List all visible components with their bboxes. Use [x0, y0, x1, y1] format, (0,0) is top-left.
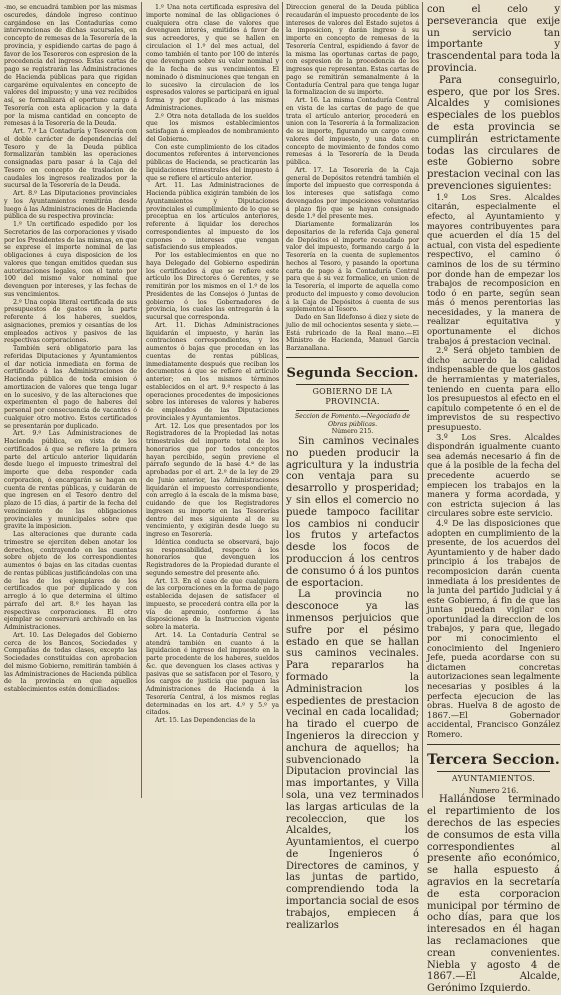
paragraph: Dado en San Ildefonso á diez y siete de julio de mil ochocientos sesenta y siete.—Está rubricado de la Real mano.—El Ministro de Hacienda, Manuel García Barzanallana.	[286, 314, 419, 352]
paragraph: 2.º Será objeto tambien de dicho acuerdo la calidad indispensable de que los gastos de herramientas y materiales, teniendo en cuenta para ello los presupuestos al efecto en el capítulo competente ó en el de imprevistos de su respectivo presupuesto.	[427, 345, 560, 432]
column-rule	[282, 2, 283, 798]
paragraph: Art. 13. En el caso de que cualquiera de las corporaciones en la forma de pago establecida dejasen de satisfacer el impuesto, se procederá contra ella por la vía de apremio, conforme á las disposiciones de la Instruccion vigente sobre la materia.	[146, 577, 279, 631]
section-subtitle: GOBIERNO DE LA PROVINCIA.	[312, 386, 393, 406]
paragraph: Diariamente formalizarán los depositarios de la referida Caja general de Depósitos el importe recaudado por valor del impuesto, formando cargo á la Tesorería en la cuenta de suplementos hechos al Tesoro, y pasando la oportuna carta de pago á la Contaduría Central para que á su vez formalice, en union de la Tesorería, el importe de aquella como producto del impuesto y como devolucion á la Caja de Depósitos á cuenta de sus suplementos al Tesoro.	[286, 221, 419, 314]
paragraph: 2.º Otra nota detallada de los sueldos que los mismos establecimientos satisfagan á empleados de nombramiento del Gobierno.	[146, 112, 279, 143]
paragraph: Art. 11. Las Administraciones de Hacienda pública exigirán también de los Ayuntamientos y Diputaciones provinciales el cumplimiento de lo que se preceptua en los artículos anteriores, referente á liquidar los derechos correspondientes al impuesto de los cupones o intereses que vengan satisfaciendo sus empleados.	[146, 182, 279, 252]
paragraph: -mo, se encuadrá tambien por las mismas oscuredes, dándole ingreso continuo cargándose en las Contadurías como intervencionas de dichas sucursales, en concepto de remesas de la Tesorería de la provincia, y espidiendo cartas de pago á favor de los Tesoreros con espresion de la procedencia del ingreso. Estas cartas de pago se registrarán las Administraciones de Hacienda públicas para que rigidan cargaréme equivalentes en concepto de valores del impuesto; y una vez recibidos así, se formalizará el oportuno cargo á Tesorería con esta aplicacion y la data por la misma cantidad en concepto de remesas á la Tesorería de la Deuda.	[4, 4, 137, 128]
paragraph: Art. 17. La Tesorería de la Caja general de Depósitos retendrá también el importe del impuesto que corresponda á los intereses que satisfaga como devengados por imposiciones voluntarias á plazo fijo que se hayan consignado desde 1.º del presente mes.	[286, 166, 419, 221]
column-4	[427, 4, 560, 995]
paragraph: Art. 7.º La Contaduría y Tesorería con el doble carácter de dependencias del Tesoro y de la Deuda pública formalizarán también las operaciones consignadas para pasar á la Caja del Tesoro en concepto de traslacion de caudales los ingresos realizados por la sucursal de la Tesorería de la Deuda.	[4, 128, 137, 190]
paragraph: Art. 16. La misma Contaduría Central en vista de las cartas de pago de que trata el artículo anterior, procederá en union con la Tesorería á la formalizacion de su importe, figurando un cargo como valores del impuesto, y una data en concepto de movimiento de fondos como remesas á la Tesorería de la Deuda pública.	[286, 97, 419, 166]
paragraph: Por los establecimientos en que no haya Delegado del Gobierno espedirán los certificados á que se refiere este artículo los Directores ó Gerentes, y se remitirán por los mismos en el 1.º de los Presidentes de las Consejos ó Juntas de gobierno ó los Gobernadores de provincia, los cuales las entregarán á la sucursal que corresponda.	[146, 252, 279, 321]
divider	[437, 771, 550, 772]
section-title: Segunda Seccion.	[286, 365, 419, 381]
paragraph: Art. 10. Las Delegados del Gobierno cerca de los Bancos, Sociedades y Compañías de todas clases, excepto las Sociedades constituídas con aprobacion del mismo Gobierno, remitirán también á las Administraciones de Hacienda pública de la provincia en que aquellos establecimientos estén domiciliados:	[4, 631, 137, 693]
department-heading: Seccion de Fomento.—Negociado de Obras públicas.	[294, 412, 411, 428]
section-subtitle: AYUNTAMIENTOS.	[451, 773, 536, 783]
column-rule	[141, 2, 142, 798]
column-3	[286, 4, 419, 931]
divider	[296, 410, 409, 411]
section-title: Tercera Seccion.	[427, 751, 560, 768]
paragraph: con el celo y perseverancia que exije un servicio tan importante y trascendental para toda la provincia.	[427, 4, 560, 74]
paragraph: Con este cumplimiento de los citados documentos referentes á intervenciones públicas de Hacienda, se practicarán las liquidaciones trimestrales del impuesto á que se refiere el artículo anterior.	[146, 143, 279, 182]
paragraph: También será obligatorio para las referidas Diputaciones y Ayuntamientos el dar noticia inmediata en forma de certificado á las Administraciones de Hacienda pública de toda emision ó amortizacion de valores que tenga lugar en lo sucesivo, y de las alteraciones que experimenten el pago de haberes del personal por consecuencia de vacantes ó cualquier otro motivo. Estos certificados se presentarán por duplicado.	[4, 345, 137, 430]
paragraph: Hallándose terminado el repartimiento de los derechos de las especies de consumos de esta villa correspondientes al presente año económico, se halla espuesto á agravios en la secretaría de esta corporacion municipal por término de ocho días, para que los interesados en él hagan las reclamaciones que crean convenientes. Niebla y agosto 4 de 1867.—El Alcalde, Gerónimo Izquierdo.	[427, 794, 560, 995]
column-2	[146, 4, 279, 796]
paragraph: La provincia no desconoce ya las inmensos perjuicios que sufre por el pésimo estado en que se hallan sus caminos vecinales. Para repararlos ha formado la Administracion los espedientes de prestacion vecinal en cada localidad; ha tirado el cuerpo de Ingenieros la direccion y anchura de aquellos; ha subvencionado la Diputacion provincial las mas importantes, y Villa sola, una vez terminados las largas articulas de la recoleccion, que los Alcaldes, los Ayuntamientos, el cuerpo de Ingenieros ó Directores de caminos, y las juntas de partido, comprendiendo toda la importancia social de esos trabajos, empiecen á realizarlos	[286, 589, 419, 931]
paragraph: Idéntica conducta se observará, bajo su responsabilidad, respecto á los honorarios que devenguen los Registradores de la Propiedad durante el segundo semestre del presente año.	[146, 538, 279, 577]
divider	[427, 744, 560, 745]
paragraph: Art. 14. La Contaduría Central se atendrá también en cuanto á la liquidacion é ingreso del impuesto en la parte procedente de los haberes, sueldos &c. que devenguen los clases activas y pasivas que se satisfacen por el Tesoro, y los cargos de justicia que paguen las Administraciones de Hacienda á la Tesorería Central, á los mismos reglas determinadas en los art. 4.º y 5.º ya citados.	[146, 631, 279, 717]
paragraph: Art. 15. Las Dependencias de la	[155, 717, 256, 724]
divider	[286, 357, 419, 358]
paragraph: 1.º Los Sres. Alcaldes citarán, especialmente el efecto, al Ayuntamiento y mayores contribuyentes para que acuerden el día 15 del actual, con vista del espediente respectivo, el camino ó caminos de los de su término por donde han de empezar los trabajos de recomposicion en todo ó en parte, según sean más ó menos perentorias las necesidades, y la manera de realizar equitativa y oportunamente el dichos trabajos á prestacion vecinal.	[427, 191, 560, 346]
paragraph: 2.º Una copia literal certificada de sus presupuestos de gastos en la parte referente á los haberes, sueldos, asignaciones, premios y cesantías de los empleados activos y pasivos de las respectivas corporaciones.	[4, 298, 137, 345]
paragraph: Direccion general de la Deuda pública recaudarán el impuesto procedente de los intereses de valores del Estado sujetos á la imposicion, y darán ingreso á su importe en concepto de remesas de la Tesorería Central, espidiendo á favor de la misma las oportunas cartas de pago, con espresion de la procedencia de los ingresos que representan. Estas cartas de pago se remitirán semanalmente á la Contaduría Central para que tenga lugar la formalizacion de su importe.	[286, 4, 419, 97]
paragraph: 4.º De las disposiciones que adopten en cumplimiento de la presente, de los acuerdos del Ayuntamiento y de haber dado principio á los trabajos de recomposicion darán cuenta inmediata á los presidentes de la junta del partido Judicial y á este Gobierno, á fin de que las juntas puedan vigilar con oportunidad la direccion de los trabajos, y para que, llegado por mi conocimiento el conocimiento del Ingeniero Jefe, pueda acordarse con su dictamen concretas autorizaciones sean legalmente necesarias y posibles á la perfecta ejecucion de las obras. Huelva 8 de agosto de 1867.—El Gobernador accidental, Francisco González Romero.	[427, 517, 560, 739]
paragraph: Para conseguirlo, espero, que por los Sres. Alcaldes y comisiones especiales de los pueblos de esta provincia se cumplirán estrictamente todas las circulares de este Gobierno sobre prestacion vecinal con las prevenciones siguientes:	[427, 74, 560, 192]
column-1	[4, 4, 137, 796]
notice-body	[427, 794, 560, 995]
paragraph: Las alteraciones que durante cada trimestre se ejerciten deben anotar los derechos, contrayendo en las cuentas sobre objeto de los correspondientes aumentos ó bajas en las citadas cuentas de rentas públicas justificándolas con una de las de los ejemplares de los certificados que por duplicado y con arreglo á lo que determina el último párrafo del art. 8.º les hayan las respectivas corporaciones. El otro ejemplar se conservará archivado en las Administraciones.	[4, 531, 137, 631]
notice-continuation	[427, 4, 560, 193]
divider	[296, 384, 409, 385]
paragraph: 3.º Los Sres. Alcaldes dispondrán igualmente cuanto sea además necesario á fin de que á la posible de la fecha del precedente acuerdo se empiecen los trabajos en la manera y forma acordada, y con estricta sujecion á las circulares sobre este servicio.	[427, 431, 560, 519]
notice-body	[286, 436, 419, 931]
paragraph: Art. 9.º Las Administraciones de Hacienda pública, en vista de los certificados á que se refiere la primera parte del artículo anterior liquidarán desde luego el impuesto trimestral del importe que deba responder cada corporacion, ó encargarán se hagan en cuenta de rentas públicas, y cuidarán de que ingresen en el Tesoro dentro del plazo de 15 días, á partir de la fecha del vencimiento de las obligaciones provinciales y municipales sobre que gravite la imposicion.	[4, 430, 137, 531]
notice-number: Número 215.	[331, 428, 374, 436]
paragraph: Art. 11. Dichas Administraciones liquidarán el impuesto, y harán las contraciones correspondientes, y los aumentos ó bajas que procedan en las cuentas de rentas públicas, inmediatamente después que reciban los documentos á que se refiere el artículo anterior; en los mismos términos establecidos en el art. 9.º respecto á las operaciones procedentes de imposiciones sobre los intereses de valores y haberes de empleados de las Diputaciones provinciales y Ayuntamientos.	[146, 321, 279, 422]
paragraph: Sin caminos vecinales no pueden producir la agricultura y la industria con ventaja para su desarrollo y prosperidad; y sin ellos el comercio no puede tampoco facilitar los cambios ni conducir los frutos y artefactos desde los focos de produccion á los centros de consumo ó á los puntos de esportacion.	[286, 436, 419, 589]
paragraph: 1.º Una nota certificada espresiva del importe nominal de las obligaciones ó cualquiera otra clase de valores que devenguen interés, emitidos á favor de sus acreedores, y que se hallen en circulacion el 1.º del mes actual, del como también el tanto por 100 de interés que devenguen sobre su valor nominal y de la fecha de sus vencimientos. El nominado ó disminuciones que tengan en lo sucesivo la circulacion de los espresados valores se participará en igual forma y por duplicado á las mismas Administraciones.	[146, 4, 279, 112]
column-rule	[422, 2, 423, 798]
notice-number: Numero 216.	[468, 785, 519, 795]
paragraph: 1.º Un certificado espedido por los Secretarios de las corporaciones y visado por los Presidentes de las mismas, en que se exprese el importe nominal de las obligaciones á cuya disposicion de los valores que tengan emitidos quedan sus autorizaciones legales, con el tanto por 100 del mismo valor nominal que devenguen por intereses, y las fechas de sus vencimientos.	[4, 221, 137, 298]
paragraph: Art. 8.º Las Diputaciones provinciales y los Ayuntamientos remitirán desde luego á las Administraciones de Hacienda pública de su respectiva provincia:	[4, 190, 137, 221]
paragraph: Art. 12. Los que presentados por los Registradores de la Propiedad las notas trimestrales del importe total de los honorarios que por todos conceptos hayan percibido, según previene el párrafo segundo de la base 4.ª de las aprobadas por el art. 2.º de la ley de 29 de Junio anterior, las Administraciones liquidarán el impuesto correspondiente, con arreglo á la escala de la misma base, cuidando de que los Registradores ingresen su importe en las Tesorerías dentro del mes siguiente al de su vencimiento, y exigirán desde luego su ingreso en Tesorería.	[146, 422, 279, 538]
